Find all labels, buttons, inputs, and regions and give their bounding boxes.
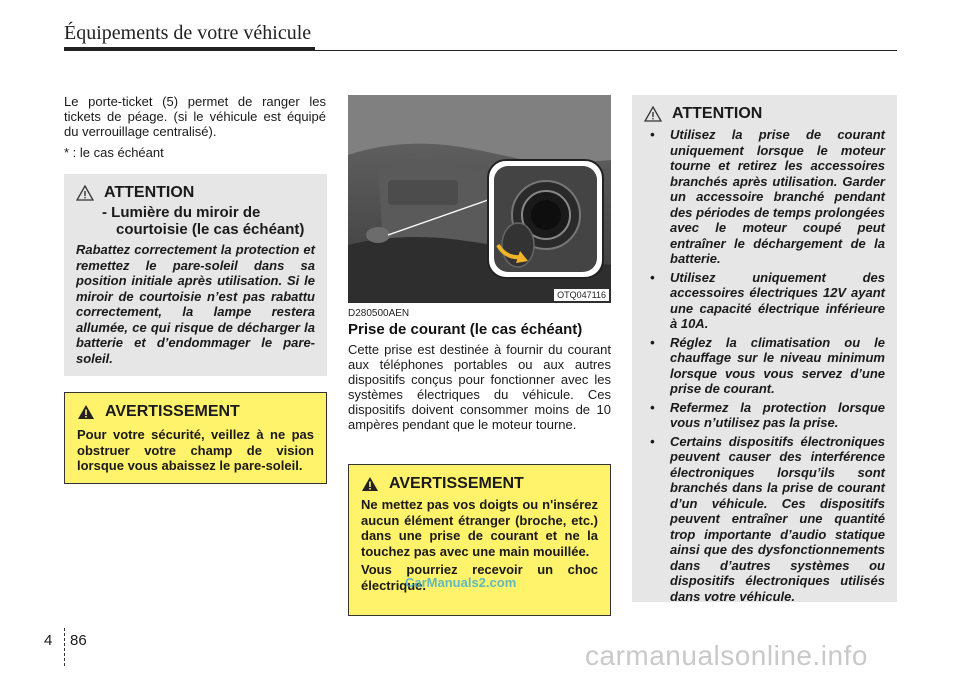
attention-subtitle	[102, 204, 315, 238]
attention-heading	[76, 184, 315, 202]
list-item: • Réglez la climatisation ou le chauffage sur le niveau minimum lorsque vous vous servez d’une prise de courant.	[644, 335, 885, 397]
power-outlet-illustration	[348, 95, 611, 303]
header-rule-thin	[315, 50, 897, 51]
intro-note: * : le cas échéant	[64, 145, 164, 160]
attention-title-2: ATTENTION	[672, 105, 763, 122]
caution-triangle-icon	[76, 185, 94, 201]
warning-body-2b: Vous pourriez recevoir un choc électrique.	[361, 562, 598, 593]
attention-title: ATTENTION	[104, 184, 195, 201]
attention-subtitle-line1: - Lumière du miroir de	[102, 204, 261, 221]
warning-title: AVERTISSEMENT	[105, 403, 240, 420]
intro-text	[64, 94, 326, 166]
chapter-number: 4	[44, 632, 53, 649]
list-item: • Certains dispositifs électroniques peuvent causer des interférence électroniques lorsqu’ils sont branchés dans la prise de courant d’un véhicule. Ces dispositifs peuvent entraîner une quantité trop importante d’audio statique ainsi que des dysfonctionnements dans d’autres systèmes ou dispositifs électroniques utilisés dans votre véhicule.	[644, 434, 885, 605]
warning-title-2: AVERTISSEMENT	[389, 475, 524, 492]
watermark: CarManuals2.com	[405, 575, 517, 590]
section-body: Cette prise est destinée à fournir du courant aux téléphones portables ou aux autres dispositifs conçus pour fonctionner avec les systèmes électriques du véhicule. Ces dispositifs doivent consommer moins de 10 ampères pendant que le moteur tourne.	[348, 342, 611, 432]
attention-box-mirror	[64, 174, 327, 376]
warning-triangle-icon	[361, 476, 379, 492]
attention-body: Rabattez correctement la protection et remettez le pare-soleil dans sa position initiale après utilisation. Si le miroir de courtoisie n’est pas rabattu correctement, la lampe restera allumée, ce qui risque de décharger la batterie et d’endommager le pare-soleil.	[76, 242, 315, 366]
warning-box-sunvisor	[64, 392, 327, 484]
list-item: • Utilisez la prise de courant uniquement lorsque le moteur tourne et retirez les accessoires branchés après utilisation. Garder un accessoire branché pendant des périodes de temps prolongées avec le moteur coupé peut entraîner le déchargement de la batterie.	[644, 127, 885, 267]
section-code: D280500AEN	[348, 308, 410, 319]
list-item: • Refermez la protection lorsque vous n’utilisez pas la prise.	[644, 400, 885, 431]
section-title: Prise de courant (le cas échéant)	[348, 321, 583, 338]
intro-paragraph: Le porte-ticket (5) permet de ranger les tickets de péage. (si le véhicule est équipé du verrouillage centralisé).	[64, 94, 326, 139]
header-rule	[64, 47, 315, 51]
warning-box-outlet	[348, 464, 611, 616]
attention-list	[644, 127, 885, 604]
photo-caption: OTQ047116	[554, 289, 609, 301]
list-item: • Utilisez uniquement des accessoires électriques 12V ayant une capacité électrique inférieure à 10A.	[644, 270, 885, 332]
attention-subtitle-line2: courtoisie (le cas échéant)	[116, 221, 305, 238]
footer-site-link[interactable]: carmanualsonline.info	[585, 640, 868, 671]
warning-body-2a: Ne mettez pas vos doigts ou n'insérez aucun élément étranger (broche, etc.) dans une prise de courant et ne la touchez pas avec une main mouillée.	[361, 497, 598, 559]
page-separator	[64, 628, 65, 666]
power-outlet-photo	[348, 95, 611, 303]
chapter-title: Équipements de votre véhicule	[64, 22, 312, 44]
warning-body: Pour votre sécurité, veillez à ne pas obstruer votre champ de vision lorsque vous abaissez le pare-soleil.	[77, 427, 314, 473]
attention-box-outlet	[632, 95, 897, 602]
warning-heading-2	[361, 475, 598, 493]
warning-heading	[77, 403, 314, 421]
page-number: 86	[70, 632, 87, 649]
attention-heading-2	[644, 105, 885, 123]
caution-triangle-icon	[644, 106, 662, 122]
warning-triangle-icon	[77, 404, 95, 420]
